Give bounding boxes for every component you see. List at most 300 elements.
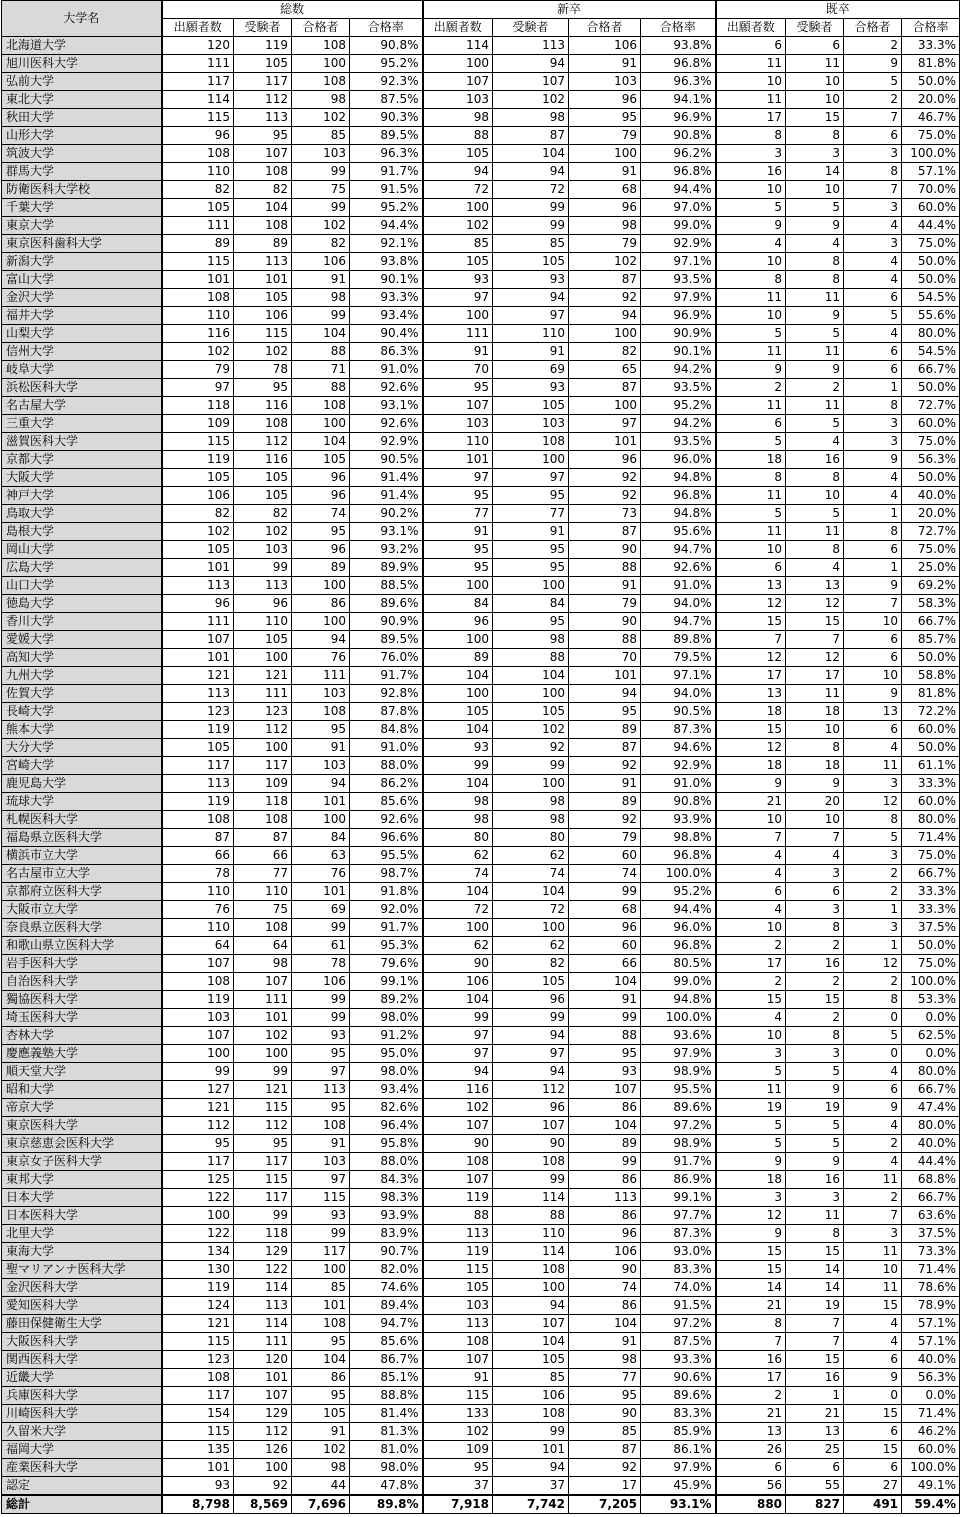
table-cell: 37 (423, 1477, 493, 1496)
table-cell: 106 (569, 1243, 641, 1261)
table-cell: 7 (844, 1207, 902, 1225)
table-cell: 99 (292, 919, 350, 937)
table-cell: 154 (162, 1405, 234, 1423)
table-cell: 93.1% (350, 397, 423, 415)
table-cell: 103 (162, 1009, 234, 1027)
table-cell: 11 (786, 523, 844, 541)
total-cell: 8,798 (162, 1495, 234, 1514)
table-cell: 98 (234, 955, 292, 973)
table-cell: 102 (493, 91, 569, 109)
table-cell: 95 (292, 1333, 350, 1351)
table-cell: 14 (786, 163, 844, 181)
table-cell: 79.6% (350, 955, 423, 973)
table-cell: 57.1% (902, 163, 960, 181)
table-cell: 76 (162, 901, 234, 919)
table-cell: 80.5% (641, 955, 716, 973)
table-cell: 107 (423, 73, 493, 91)
table-cell: 98 (493, 793, 569, 811)
table-cell: 56.3% (902, 451, 960, 469)
table-cell: 101 (162, 1459, 234, 1477)
table-cell: 69 (292, 901, 350, 919)
table-cell: 8 (786, 919, 844, 937)
table-cell: 79 (162, 361, 234, 379)
table-cell: 95 (569, 703, 641, 721)
table-cell: 95.5% (641, 1081, 716, 1099)
table-cell: 110 (162, 883, 234, 901)
table-cell: 101 (234, 271, 292, 289)
table-cell: 17 (716, 667, 786, 685)
table-cell: 110 (493, 1225, 569, 1243)
table-cell: 5 (716, 1135, 786, 1153)
table-cell: 113 (234, 577, 292, 595)
table-cell: 91 (569, 55, 641, 73)
table-cell: 89.2% (350, 991, 423, 1009)
table-cell: 91.0% (641, 577, 716, 595)
table-cell: 100 (423, 55, 493, 73)
table-cell: 82.6% (350, 1099, 423, 1117)
table-row (2, 739, 960, 757)
table-cell: 88 (493, 1207, 569, 1225)
table-cell: 6 (786, 883, 844, 901)
table-cell: 100.0% (902, 145, 960, 163)
table-cell: 93.9% (350, 1207, 423, 1225)
table-cell: 112 (234, 91, 292, 109)
table-cell: 99 (493, 757, 569, 775)
table-cell: 99 (234, 1063, 292, 1081)
table-cell: 90.3% (350, 109, 423, 127)
table-row (2, 577, 960, 595)
table-cell: 90.1% (350, 271, 423, 289)
table-cell: 101 (162, 271, 234, 289)
table-cell: 94.7% (641, 541, 716, 559)
table-cell: 104 (423, 883, 493, 901)
table-cell: 13 (844, 703, 902, 721)
table-cell: 104 (423, 775, 493, 793)
university-name: 山梨大学 (2, 325, 162, 343)
table-cell: 66.7% (902, 361, 960, 379)
table-cell: 101 (162, 559, 234, 577)
university-name: 東京慈恵会医科大学 (2, 1135, 162, 1153)
table-cell: 86 (569, 1297, 641, 1315)
table-cell: 97 (493, 307, 569, 325)
table-cell: 100 (569, 145, 641, 163)
table-cell: 97 (423, 289, 493, 307)
table-cell: 99 (292, 307, 350, 325)
table-cell: 60.0% (902, 793, 960, 811)
table-cell: 66.7% (902, 1081, 960, 1099)
university-name: 京都大学 (2, 451, 162, 469)
table-cell: 72.2% (902, 703, 960, 721)
table-cell: 105 (423, 703, 493, 721)
table-cell: 100.0% (902, 973, 960, 991)
table-cell: 85 (569, 1423, 641, 1441)
table-cell: 98 (569, 1351, 641, 1369)
table-cell: 109 (162, 415, 234, 433)
table-cell: 87.3% (641, 721, 716, 739)
table-cell: 89.9% (350, 559, 423, 577)
university-name: 大阪大学 (2, 469, 162, 487)
table-cell: 77 (569, 1369, 641, 1387)
table-cell: 95 (234, 379, 292, 397)
table-cell: 98 (493, 811, 569, 829)
table-cell: 15 (786, 613, 844, 631)
table-cell: 122 (162, 1225, 234, 1243)
table-cell: 86.7% (350, 1351, 423, 1369)
total-cell: 491 (844, 1495, 902, 1514)
table-cell: 90 (569, 1405, 641, 1423)
table-row (2, 1297, 960, 1315)
table-cell: 96.8% (641, 937, 716, 955)
table-cell: 81.3% (350, 1423, 423, 1441)
university-name: 山形大学 (2, 127, 162, 145)
total-cell: 93.1% (641, 1495, 716, 1514)
table-cell: 12 (716, 739, 786, 757)
table-cell: 75.0% (902, 541, 960, 559)
sub-header: 合格者 (569, 19, 641, 37)
table-cell: 97.2% (641, 1315, 716, 1333)
table-cell: 102 (162, 523, 234, 541)
table-cell: 108 (234, 811, 292, 829)
table-cell: 93 (493, 379, 569, 397)
table-cell: 74 (569, 865, 641, 883)
table-cell: 98 (292, 91, 350, 109)
table-cell: 88 (569, 559, 641, 577)
sub-header: 合格者 (292, 19, 350, 37)
table-cell: 80 (423, 829, 493, 847)
table-cell: 104 (292, 1351, 350, 1369)
table-cell: 10 (716, 73, 786, 91)
table-cell: 113 (493, 37, 569, 55)
university-name: 滋賀医科大学 (2, 433, 162, 451)
table-cell: 9 (786, 361, 844, 379)
table-cell: 6 (786, 1459, 844, 1477)
table-cell: 102 (292, 109, 350, 127)
university-name: 山口大学 (2, 577, 162, 595)
table-cell: 87.8% (350, 703, 423, 721)
table-cell: 105 (162, 199, 234, 217)
table-cell: 74.0% (641, 1279, 716, 1297)
table-cell: 98.9% (641, 1063, 716, 1081)
university-name: 信州大学 (2, 343, 162, 361)
total-cell: 7,696 (292, 1495, 350, 1514)
table-cell: 104 (493, 1333, 569, 1351)
table-cell: 117 (292, 1243, 350, 1261)
table-cell: 115 (162, 433, 234, 451)
table-cell: 66.7% (902, 1189, 960, 1207)
table-cell: 91.8% (350, 883, 423, 901)
table-cell: 93.6% (641, 1027, 716, 1045)
table-cell: 12 (844, 955, 902, 973)
table-cell: 87.5% (641, 1333, 716, 1351)
table-cell: 12 (844, 793, 902, 811)
table-cell: 0.0% (902, 1045, 960, 1063)
table-cell: 107 (493, 1315, 569, 1333)
table-cell: 112 (162, 1117, 234, 1135)
table-cell: 12 (716, 649, 786, 667)
table-cell: 86 (292, 1369, 350, 1387)
table-row (2, 667, 960, 685)
table-cell: 95.5% (350, 847, 423, 865)
table-cell: 82 (292, 235, 350, 253)
table-cell: 97.2% (641, 1117, 716, 1135)
table-cell: 88.5% (350, 577, 423, 595)
table-cell: 5 (716, 199, 786, 217)
table-cell: 88 (569, 1027, 641, 1045)
table-cell: 82.0% (350, 1261, 423, 1279)
table-cell: 64 (234, 937, 292, 955)
table-cell: 56.3% (902, 1369, 960, 1387)
sub-header: 受験者 (786, 19, 844, 37)
table-cell: 99 (292, 199, 350, 217)
table-cell: 3 (844, 1225, 902, 1243)
table-cell: 72.7% (902, 523, 960, 541)
table-cell: 92.6% (350, 379, 423, 397)
table-cell: 15 (716, 613, 786, 631)
table-cell: 9 (786, 1081, 844, 1099)
table-cell: 6 (844, 289, 902, 307)
table-row (2, 865, 960, 883)
table-cell: 105 (234, 55, 292, 73)
table-row (2, 541, 960, 559)
table-cell: 113 (423, 1315, 493, 1333)
table-cell: 0 (844, 1045, 902, 1063)
table-row (2, 163, 960, 181)
table-cell: 94.4% (641, 901, 716, 919)
university-name: 順天堂大学 (2, 1063, 162, 1081)
table-cell: 85.1% (350, 1369, 423, 1387)
table-cell: 71.4% (902, 1261, 960, 1279)
table-cell: 89 (292, 559, 350, 577)
table-cell: 93 (292, 1207, 350, 1225)
table-cell: 98 (423, 811, 493, 829)
table-row (2, 181, 960, 199)
table-cell: 7 (786, 1333, 844, 1351)
table-cell: 8 (786, 1027, 844, 1045)
table-cell: 18 (716, 757, 786, 775)
table-cell: 84 (493, 595, 569, 613)
university-name: 琉球大学 (2, 793, 162, 811)
table-cell: 93 (162, 1477, 234, 1496)
table-cell: 94.4% (350, 217, 423, 235)
table-cell: 93.5% (641, 379, 716, 397)
table-cell: 16 (786, 955, 844, 973)
table-cell: 115 (162, 1423, 234, 1441)
table-cell: 82 (569, 343, 641, 361)
table-cell: 62 (493, 937, 569, 955)
table-cell: 70 (569, 649, 641, 667)
table-cell: 108 (162, 145, 234, 163)
table-cell: 115 (234, 325, 292, 343)
table-cell: 4 (844, 217, 902, 235)
table-cell: 97 (493, 469, 569, 487)
table-cell: 3 (716, 1045, 786, 1063)
table-cell: 111 (292, 667, 350, 685)
table-cell: 110 (234, 613, 292, 631)
table-cell: 95 (162, 1135, 234, 1153)
table-row (2, 469, 960, 487)
table-cell: 116 (423, 1081, 493, 1099)
table-cell: 100 (162, 1207, 234, 1225)
table-cell: 17 (569, 1477, 641, 1496)
table-cell: 8 (844, 811, 902, 829)
table-cell: 40.0% (902, 487, 960, 505)
table-cell: 96 (162, 127, 234, 145)
table-cell: 94.2% (641, 415, 716, 433)
table-cell: 100 (569, 325, 641, 343)
table-cell: 1 (844, 379, 902, 397)
table-cell: 18 (716, 1171, 786, 1189)
table-cell: 6 (844, 721, 902, 739)
university-name: 岡山大学 (2, 541, 162, 559)
table-row (2, 1369, 960, 1387)
table-row (2, 379, 960, 397)
table-cell: 6 (844, 1459, 902, 1477)
table-cell: 57.1% (902, 1333, 960, 1351)
table-cell: 95 (493, 487, 569, 505)
table-cell: 111 (234, 1333, 292, 1351)
table-cell: 100 (423, 307, 493, 325)
table-cell: 101 (292, 1297, 350, 1315)
university-name: 神戸大学 (2, 487, 162, 505)
table-cell: 6 (844, 343, 902, 361)
table-cell: 100 (234, 1459, 292, 1477)
table-cell: 6 (716, 415, 786, 433)
table-cell: 11 (716, 523, 786, 541)
table-cell: 99 (292, 1009, 350, 1027)
university-name: 認定 (2, 1477, 162, 1496)
results-table (1, 0, 960, 1514)
table-cell: 116 (162, 325, 234, 343)
university-name: 帝京大学 (2, 1099, 162, 1117)
table-cell: 20 (786, 793, 844, 811)
table-cell: 115 (162, 253, 234, 271)
table-cell: 50.0% (902, 379, 960, 397)
table-row (2, 973, 960, 991)
table-cell: 86.1% (641, 1441, 716, 1459)
table-cell: 88.8% (350, 1387, 423, 1405)
table-cell: 117 (162, 1387, 234, 1405)
table-cell: 99.0% (641, 973, 716, 991)
table-cell: 111 (234, 991, 292, 1009)
table-cell: 75.0% (902, 235, 960, 253)
table-row (2, 1333, 960, 1351)
university-name: 三重大学 (2, 415, 162, 433)
table-row (2, 829, 960, 847)
table-cell: 93.1% (350, 523, 423, 541)
table-cell: 72 (423, 901, 493, 919)
table-cell: 15 (844, 1405, 902, 1423)
university-name: 産業医科大学 (2, 1459, 162, 1477)
table-cell: 99.1% (350, 973, 423, 991)
table-cell: 93 (569, 1063, 641, 1081)
table-cell: 99 (423, 757, 493, 775)
table-cell: 10 (786, 487, 844, 505)
table-cell: 10 (716, 919, 786, 937)
table-cell: 92 (569, 811, 641, 829)
table-cell: 100 (493, 451, 569, 469)
table-cell: 95 (292, 1387, 350, 1405)
table-cell: 85.7% (902, 631, 960, 649)
table-cell: 6 (786, 37, 844, 55)
sub-header: 合格率 (641, 19, 716, 37)
table-cell: 60 (569, 937, 641, 955)
table-cell: 97 (292, 1171, 350, 1189)
table-cell: 117 (162, 73, 234, 91)
table-cell: 73 (569, 505, 641, 523)
table-cell: 50.0% (902, 649, 960, 667)
table-cell: 8 (786, 253, 844, 271)
table-cell: 101 (493, 1441, 569, 1459)
table-cell: 117 (234, 757, 292, 775)
table-cell: 94.8% (641, 991, 716, 1009)
table-cell: 5 (786, 199, 844, 217)
table-cell: 10 (716, 307, 786, 325)
table-cell: 95.2% (641, 883, 716, 901)
table-cell: 106 (292, 253, 350, 271)
university-name: 鹿児島大学 (2, 775, 162, 793)
table-row (2, 1225, 960, 1243)
table-cell: 4 (844, 487, 902, 505)
university-name: 高知大学 (2, 649, 162, 667)
table-cell: 116 (234, 397, 292, 415)
table-cell: 126 (234, 1441, 292, 1459)
table-row (2, 901, 960, 919)
table-cell: 3 (844, 199, 902, 217)
table-cell: 95 (493, 559, 569, 577)
table-cell: 8 (786, 469, 844, 487)
table-row (2, 1135, 960, 1153)
table-cell: 90.2% (350, 505, 423, 523)
table-cell: 107 (423, 1117, 493, 1135)
table-cell: 99 (493, 217, 569, 235)
table-cell: 58.3% (902, 595, 960, 613)
university-name: 富山大学 (2, 271, 162, 289)
table-cell: 114 (234, 1279, 292, 1297)
table-cell: 18 (716, 451, 786, 469)
table-cell: 81.8% (902, 55, 960, 73)
table-cell: 94 (423, 163, 493, 181)
table-cell: 117 (234, 73, 292, 91)
table-cell: 98.0% (350, 1459, 423, 1477)
university-name: 東海大学 (2, 1243, 162, 1261)
table-cell: 92 (493, 739, 569, 757)
table-cell: 124 (162, 1297, 234, 1315)
table-cell: 70 (423, 361, 493, 379)
university-name: 自治医科大学 (2, 973, 162, 991)
table-cell: 91.5% (350, 181, 423, 199)
table-cell: 40.0% (902, 1135, 960, 1153)
table-cell: 62 (423, 937, 493, 955)
table-cell: 129 (234, 1243, 292, 1261)
table-cell: 113 (569, 1189, 641, 1207)
table-cell: 2 (786, 379, 844, 397)
table-cell: 99 (569, 883, 641, 901)
table-cell: 4 (716, 1009, 786, 1027)
table-row (2, 1351, 960, 1369)
table-cell: 47.4% (902, 1099, 960, 1117)
table-cell: 89.6% (350, 595, 423, 613)
table-cell: 96.8% (641, 847, 716, 865)
table-cell: 95 (292, 721, 350, 739)
table-cell: 66 (234, 847, 292, 865)
table-cell: 50.0% (902, 937, 960, 955)
table-cell: 4 (844, 271, 902, 289)
table-cell: 106 (493, 1387, 569, 1405)
table-cell: 133 (423, 1405, 493, 1423)
table-cell: 100 (292, 577, 350, 595)
table-cell: 49.1% (902, 1477, 960, 1496)
table-cell: 104 (493, 883, 569, 901)
